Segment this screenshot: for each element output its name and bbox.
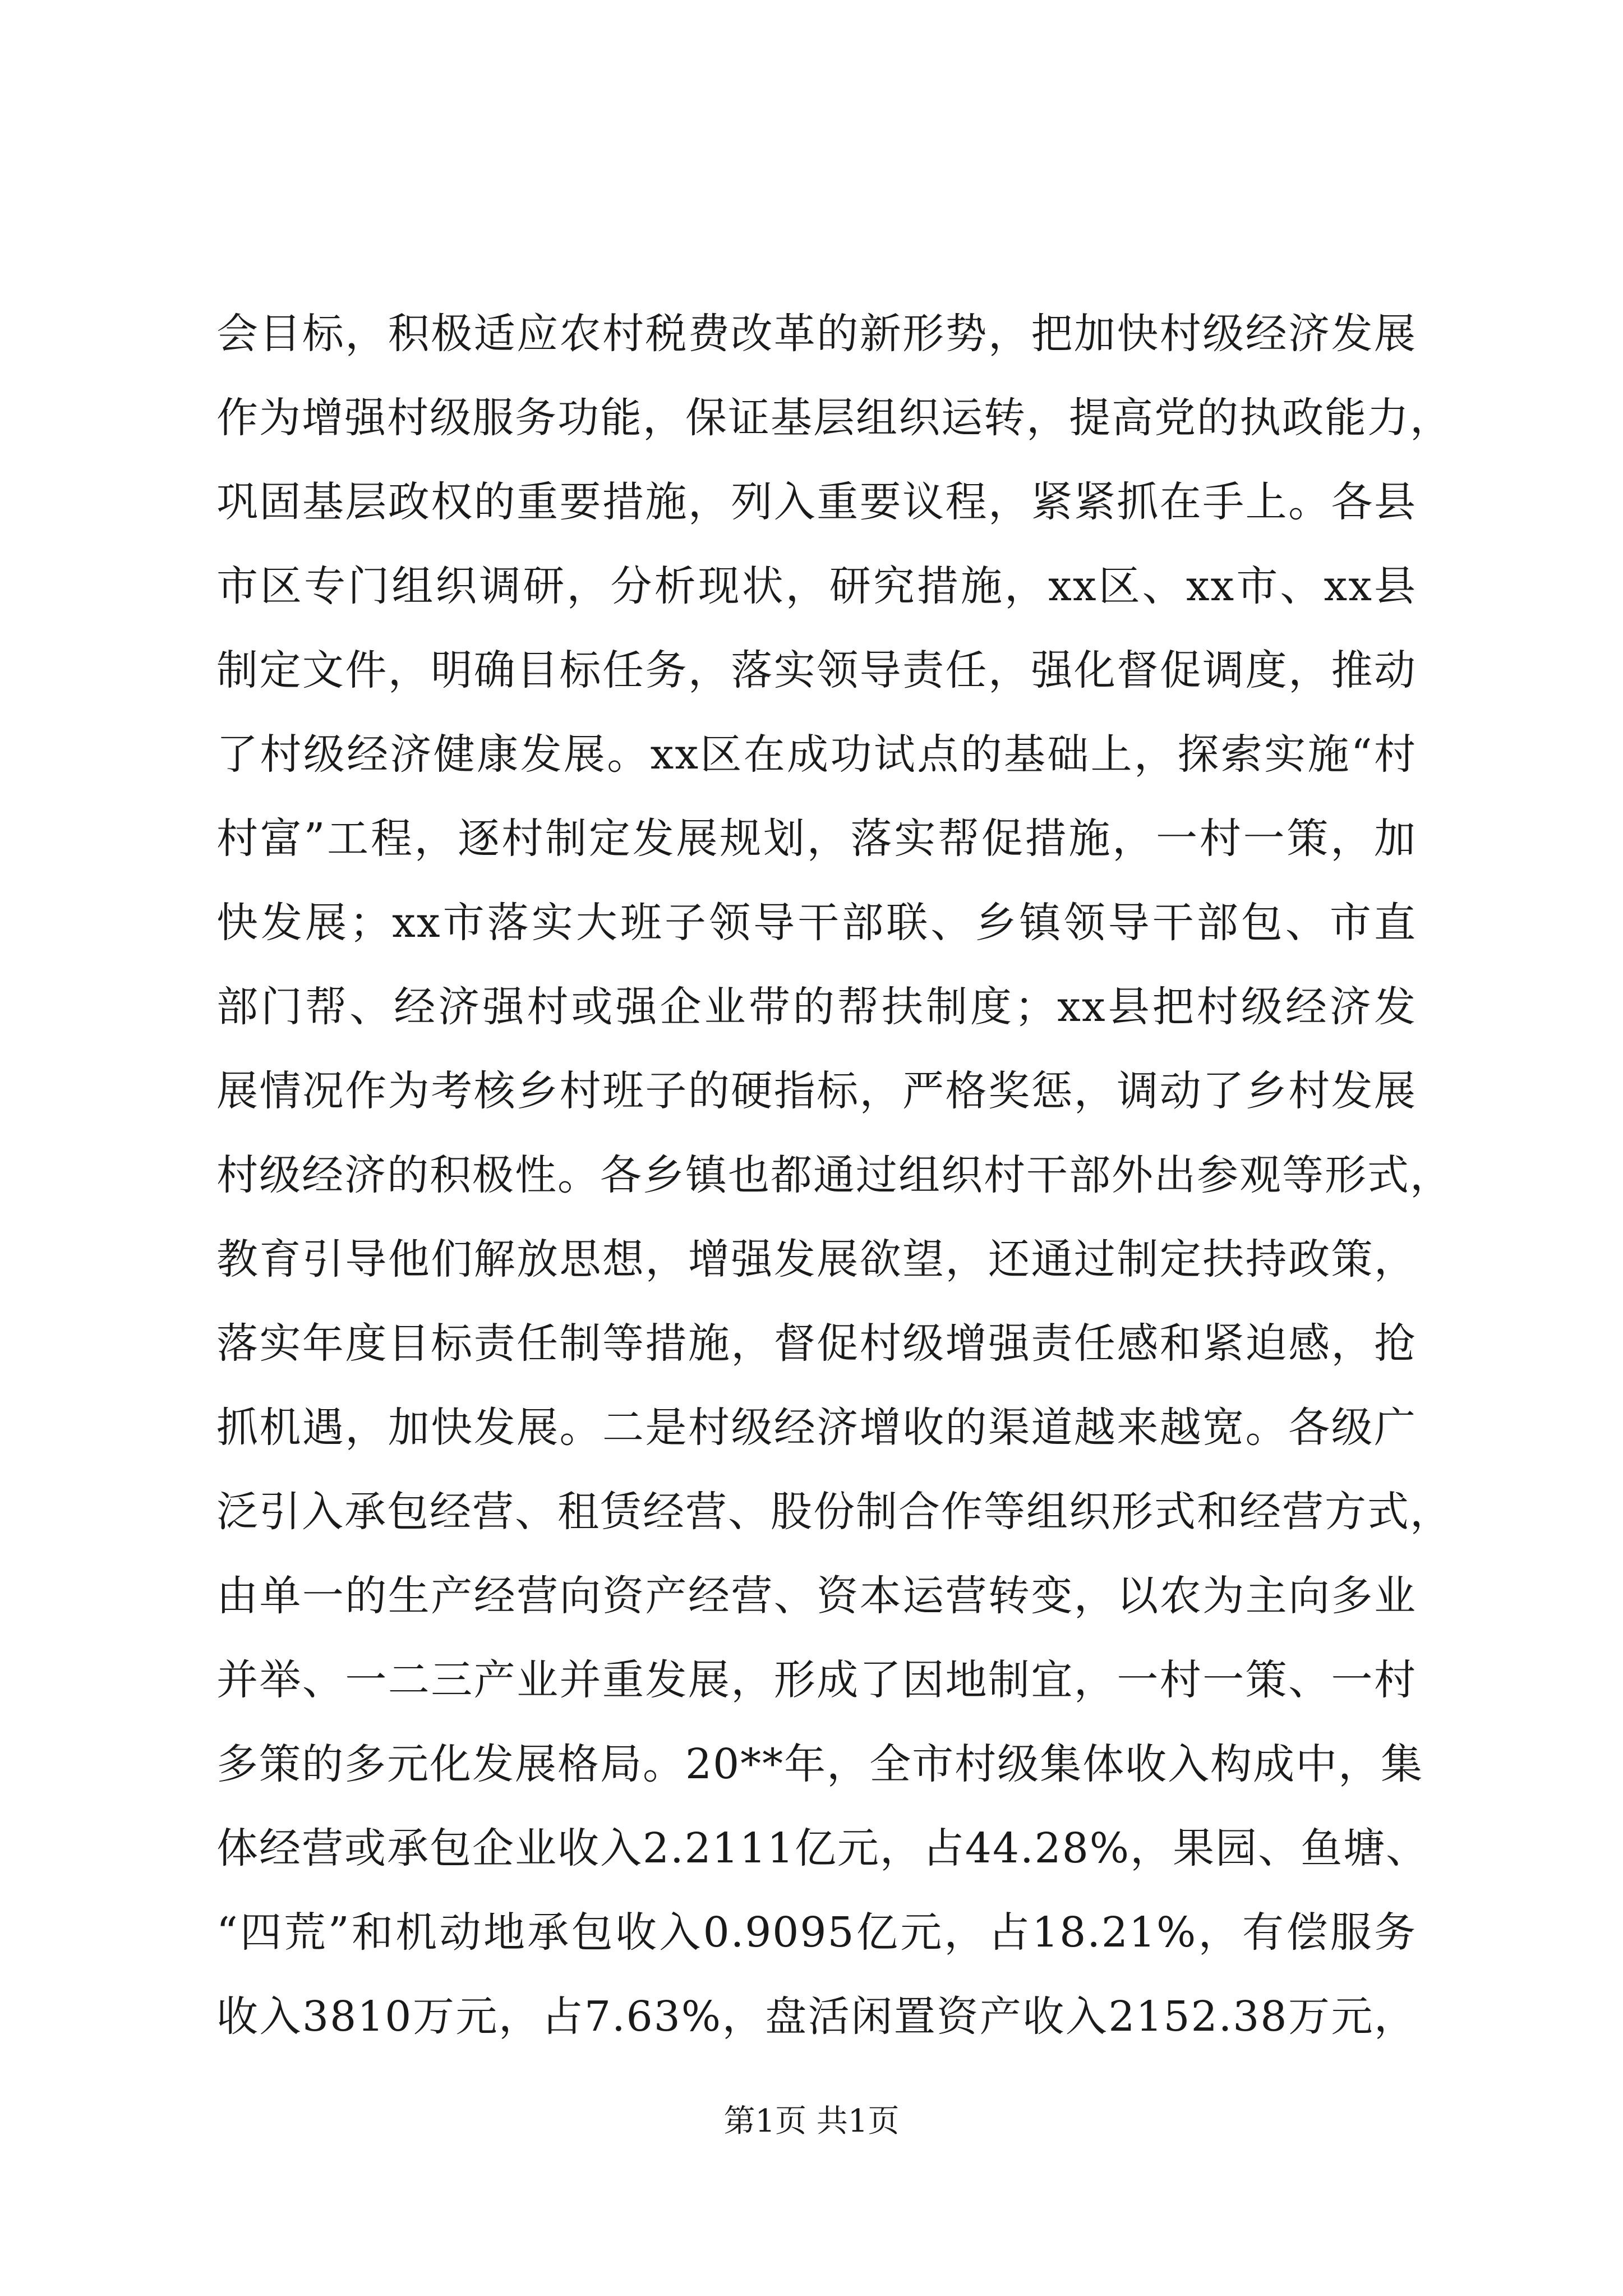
text-line: 落实年度目标责任制等措施，督促村级增强责任感和紧迫感，抢 xyxy=(216,1319,1417,1368)
text-line: 作为增强村级服务功能，保证基层组织运转，提高党的执政能力， xyxy=(216,394,1453,442)
text-line: 泛引入承包经营、租赁经营、股份制合作等组织形式和经营方式， xyxy=(216,1488,1453,1536)
text-line: 多策的多元化发展格局。20**年，全市村级集体收入构成中，集 xyxy=(216,1740,1424,1788)
text-line: 村富”工程，逐村制定发展规划，落实帮促措施，一村一策，加 xyxy=(216,815,1417,863)
text-line: 巩固基层政权的重要措施，列入重要议程，紧紧抓在手上。各县 xyxy=(216,478,1417,526)
page-footer: 第1页 共1页 xyxy=(723,2103,900,2139)
text-line: 抓机遇，加快发展。二是村级经济增收的渠道越来越宽。各级广 xyxy=(216,1404,1417,1452)
text-line: 制定文件，明确目标任务，落实领导责任，强化督促调度，推动 xyxy=(216,646,1417,694)
text-line: “四荒”和机动地承包收入0.9095亿元，占18.21%，有偿服务 xyxy=(216,1908,1417,1957)
text-line: 展情况作为考核乡村班子的硬指标，严格奖惩，调动了乡村发展 xyxy=(216,1067,1417,1115)
text-line: 收入3810万元，占7.63%，盘活闲置资产收入2152.38万元， xyxy=(216,1993,1417,2041)
text-line: 部门帮、经济强村或强企业带的帮扶制度；xx县把村级经济发 xyxy=(216,983,1417,1031)
text-line: 会目标，积极适应农村税费改革的新形势，把加快村级经济发展 xyxy=(216,310,1417,358)
text-line: 教育引导他们解放思想，增强发展欲望，还通过制定扶持政策， xyxy=(216,1235,1417,1283)
text-line: 快发展；xx市落实大班子领导干部联、乡镇领导干部包、市直 xyxy=(216,899,1417,947)
text-line: 了村级经济健康发展。xx区在成功试点的基础上，探索实施“村 xyxy=(216,730,1417,779)
body-text xyxy=(216,292,1453,2059)
text-line: 市区专门组织调研，分析现状，研究措施，xx区、xx市、xx县 xyxy=(216,562,1417,610)
text-line: 由单一的生产经营向资产经营、资本运营转变，以农为主向多业 xyxy=(216,1572,1417,1620)
text-line: 并举、一二三产业并重发展，形成了因地制宜，一村一策、一村 xyxy=(216,1656,1417,1704)
text-line: 村级经济的积极性。各乡镇也都通过组织村干部外出参观等形式， xyxy=(216,1151,1453,1199)
text-line: 体经营或承包企业收入2.2111亿元，占44.28%，果园、鱼塘、 xyxy=(216,1824,1429,1872)
